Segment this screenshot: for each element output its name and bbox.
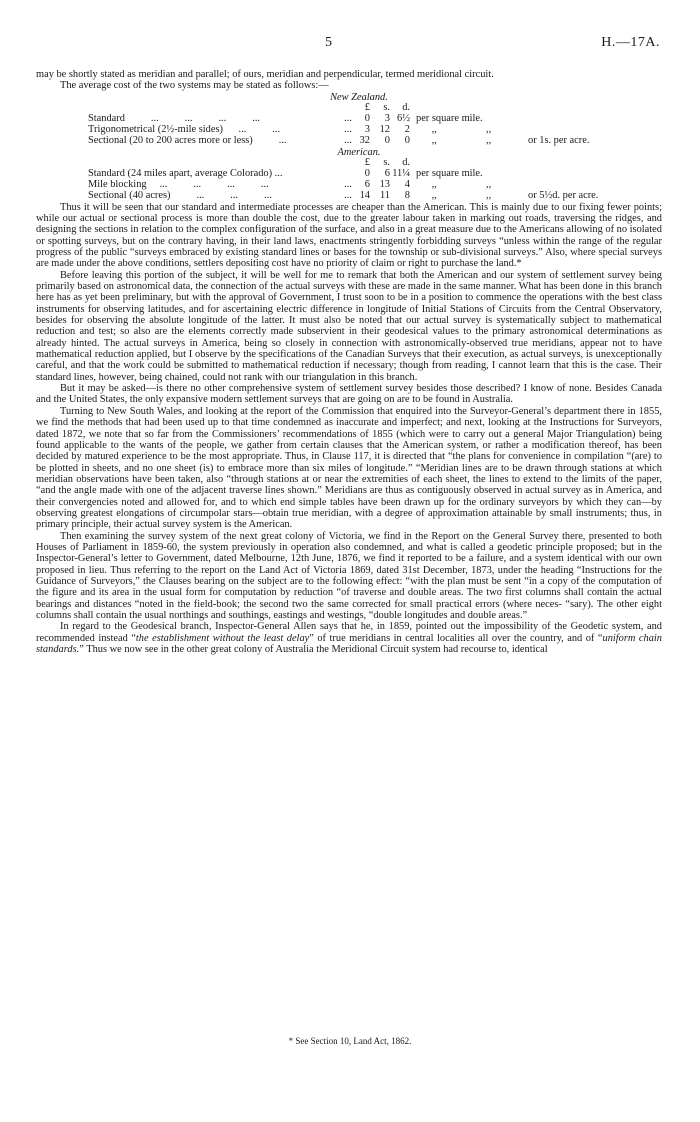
- unit-cell: ,,: [416, 134, 437, 146]
- shillings-cell: 12: [379, 123, 390, 135]
- extra-cell: [528, 114, 589, 125]
- shillings-cell: 11: [379, 189, 390, 201]
- shillings-cell: 3: [384, 112, 390, 124]
- ditto-cell: ,,: [486, 123, 492, 135]
- shillings-heading: s.: [383, 157, 390, 168]
- italic-quote: uniform chain standards.: [36, 632, 662, 656]
- unit-cell: ,,: [416, 178, 437, 190]
- shillings-cell: 6: [384, 167, 390, 179]
- row-label: Trigonometrical (2½-mile sides) ... ...: [88, 123, 281, 135]
- table-row: Trigonometrical (2½-mile sides) ... ... ... 3 12 2 ,, ,,: [88, 125, 589, 136]
- unit-cell: ,,: [416, 189, 437, 201]
- nz-cost-table: [88, 103, 589, 147]
- row-label: Sectional (20 to 200 acres more or less) ...: [88, 134, 287, 146]
- page-header: [0, 37, 700, 53]
- ditto-cell: [486, 169, 528, 180]
- paragraph: may be shortly stated as meridian and parallel; of ours, meridian and perpendicular, termed meridional circuit.: [36, 69, 494, 80]
- row-label: Standard (24 miles apart, average Colorado) ...: [88, 167, 283, 179]
- table-row: Sectional (40 acres) ... ... ... ... 14 11 8 ,, ,, or 5½d. per acre.: [88, 189, 599, 201]
- table-row: Mile blocking ... ... ... ... ... 6 13 4 ,, ,,: [88, 180, 598, 191]
- us-cost-table: [88, 158, 598, 202]
- document-body: [36, 69, 662, 655]
- paragraph: Then examining the survey system of the next great colony of Victoria, we find in the Report on the General Survey there, presented to both Houses of Parliament in 1859-60, the system previously in operation also condemned, and what is called a geodetic principle proposed; but in the Inspector-General’s letter to Government, dated Melbourne, 12th June, 1876, we find it reported to be a failure, and a system identical with our own proposed in lieu. Thus referring to the report on the Land Act of Victoria 1869, dated 31st December, 1873, under the heading “Instructions for the Guidance of Surveyors,” the Clauses bearing on the subject are to the following effect: “with the plan must be sent “in a copy of the computation of the figure and its area in the usual form for computation by reduction “of traverse and double areas. The two first columns shall contain the actual bearings and distances “noted in the field-book; the second two the same corrected for small practical errors (where neces- “sary). The other eight columns shall contain the usual northings and southings, eastings and westings, “double longitudes and double areas.”: [36, 530, 662, 621]
- pounds-cell: 32: [359, 134, 370, 146]
- text-run: ” Thus we now see in the other great colony of Australia the Meridional Circuit system had recourse to, identical: [79, 644, 548, 656]
- paragraph-last: [36, 621, 662, 655]
- pounds-cell: 0: [364, 112, 370, 124]
- paragraph: Before leaving this portion of the subject, it will be well for me to remark that both the American and our system of settlement survey being primarily based on astronomical data, the connection of the actual surveys with these are made in the same manner. What has been done in this branch here has as yet been preliminary, but with the approval of Government, I trust soon to be in a position to commence the operations with the best class instruments for observing latitudes, and for ascertaining electric difference in longitude of Initial Stations of Circuits from the Central Observatory, besides for observing the absolute longitude of the latter. It must also be noted that our actual survey is systematically subject to mathematical reduction and test; so also are the elements correctly made subservient in their geodesical values to the primary astronomical determinations as already hinted. The actual surveys in America, being so closely in connection with astronomically-observed true meridians, appear not to have mathematical reduction applied, but I observe by the specifications of the Canadian Surveys that their execution, as actual surveys, is unexceptionally careful, and that the work could be submitted to mathematical reduction if necessary; though from reading, I cannot learn that this is the case. Their standard lines, however, being chained, could not rank with our triangulation in this branch.: [36, 269, 662, 383]
- ditto-cell: ,,: [486, 178, 492, 190]
- paragraph: Thus it will be seen that our standard and intermediate processes are cheaper than the American. This is mainly due to our fixing fewer points; while our actual or sectional process is more than double the cost, due to the greater labour taken in marking out roads, traversing the ridges, and designing the sections in relation to the complex configuration of the surface, and also in a great measure due to the Americans allowing of no isolated or spotting surveys, but on the contrary having, in their land laws, enactments stringently forbidding surveys “unless within the range of the regular progress of the public “surveys embraced by existing standard lines or bases for the township or sub-divisional surveys.” Also, where special surveys are made under the above conditions, settlers depositing cost have no priority of claim or right to purchase the land.*: [36, 201, 662, 270]
- pence-heading: d.: [402, 102, 410, 114]
- paragraph: But it may be asked—is there no other comprehensive system of settlement survey besides those described? I know of none. Besides Canada and the United States, the only expansive modern settlement surveys that are going on are to be found in Australia.: [36, 383, 662, 406]
- pounds-heading: £: [364, 157, 370, 168]
- italic-quote: the establishment without the least delay: [135, 632, 310, 644]
- text-run: In regard to the Geodesical branch, Inspector-General Allen says that he, in 1859, pointed out the impossibility of the Geodetic system, and recommended instead “: [36, 621, 662, 644]
- pence-cell: 6½: [397, 112, 410, 124]
- pence-cell: 8: [404, 189, 410, 201]
- row-label: Sectional (40 acres) ... ... ...: [88, 189, 272, 201]
- pence-cell: 4: [404, 178, 410, 190]
- us-table-title: American.: [337, 146, 381, 158]
- unit-cell: ,,: [416, 123, 437, 135]
- pence-cell: 0: [404, 134, 410, 146]
- page-number: 5: [325, 35, 332, 50]
- shillings-cell: 0: [384, 134, 390, 146]
- row-label: Mile blocking ... ... ... ...: [88, 178, 269, 190]
- paragraph: Turning to New South Wales, and looking at the report of the Commission that enquired into the Surveyor-General’s department there in 1855, we find the methods that had been used up to that time condemned as inaccurate and imperfect; and next, looking at the Instructions for Surveyors, dated 1872, we note that so far from the Commissioners’ recommendations of 1855 (which were to carry out a general Major Triangulation) being found applicable to the wants of the people, we gather from certain clauses that the American system, or rather a modification thereof, has been decided by matured experience to be the most appropriate. Thus, in Clause 117, it is directed that “the plans for convenience in compilation “(are) to be plotted in sheets, and no one sheet (is) to embrace more than six miles of longitude.” “Meridian lines are to be drawn through stations at which meridian observations have been taken, also “through stations at or near the extremities of each sheet, the lines to extend to the limits of the paper, “and the angle made with one of the adjacent traverse lines shown.” Meridians are thus as contiguously observed in actual survey as in America, and their convergencies noted and allowed for, and to which end simple tables have been drawn up for the ordinary surveyors by which they can—by observing greatest elongations of circumpolar stars—obtain true meridian, with a degree of approximation attainable by small instruments; thus, in primary principle, their actual survey system is the American.: [36, 405, 662, 531]
- extra-cell: or 1s. per acre.: [528, 134, 590, 146]
- pence-cell: 2: [404, 123, 410, 135]
- cost-intro: The average cost of the two systems may be stated as follows:—: [60, 80, 329, 92]
- pounds-cell: 6: [364, 178, 370, 190]
- footnote: * See Section 10, Land Act, 1862.: [288, 1036, 412, 1046]
- extra-cell: [528, 169, 598, 180]
- unit-cell: per square mile.: [416, 112, 483, 124]
- extra-cell: or 5½d. per acre.: [528, 189, 599, 201]
- text-run: ” of true meridians in central localities all over the country, and of “: [309, 632, 603, 644]
- pence-cell: 11¼: [392, 167, 410, 179]
- pence-heading: d.: [402, 157, 410, 168]
- ditto-cell: ,,: [486, 189, 492, 201]
- pounds-cell: 14: [359, 189, 370, 201]
- document-reference: H.—17A.: [601, 35, 660, 50]
- row-label: Standard ... ... ... ...: [88, 112, 261, 124]
- pounds-cell: 3: [364, 123, 370, 135]
- table-row: Standard ... ... ... ... ... 0 3 6½ per square mile.: [88, 114, 589, 125]
- pounds-cell: 0: [364, 167, 370, 179]
- shillings-heading: s.: [383, 102, 390, 114]
- unit-cell: per square mile.: [416, 167, 483, 179]
- pounds-heading: £: [364, 102, 370, 114]
- ditto-cell: ,,: [486, 134, 492, 146]
- table-row: Sectional (20 to 200 acres more or less) ... ... 32 0 0 ,, ,, or 1s. per acre.: [88, 134, 590, 146]
- nz-table-title: New Zealand.: [330, 91, 388, 103]
- shillings-cell: 13: [379, 178, 390, 190]
- ditto-cell: [486, 114, 528, 125]
